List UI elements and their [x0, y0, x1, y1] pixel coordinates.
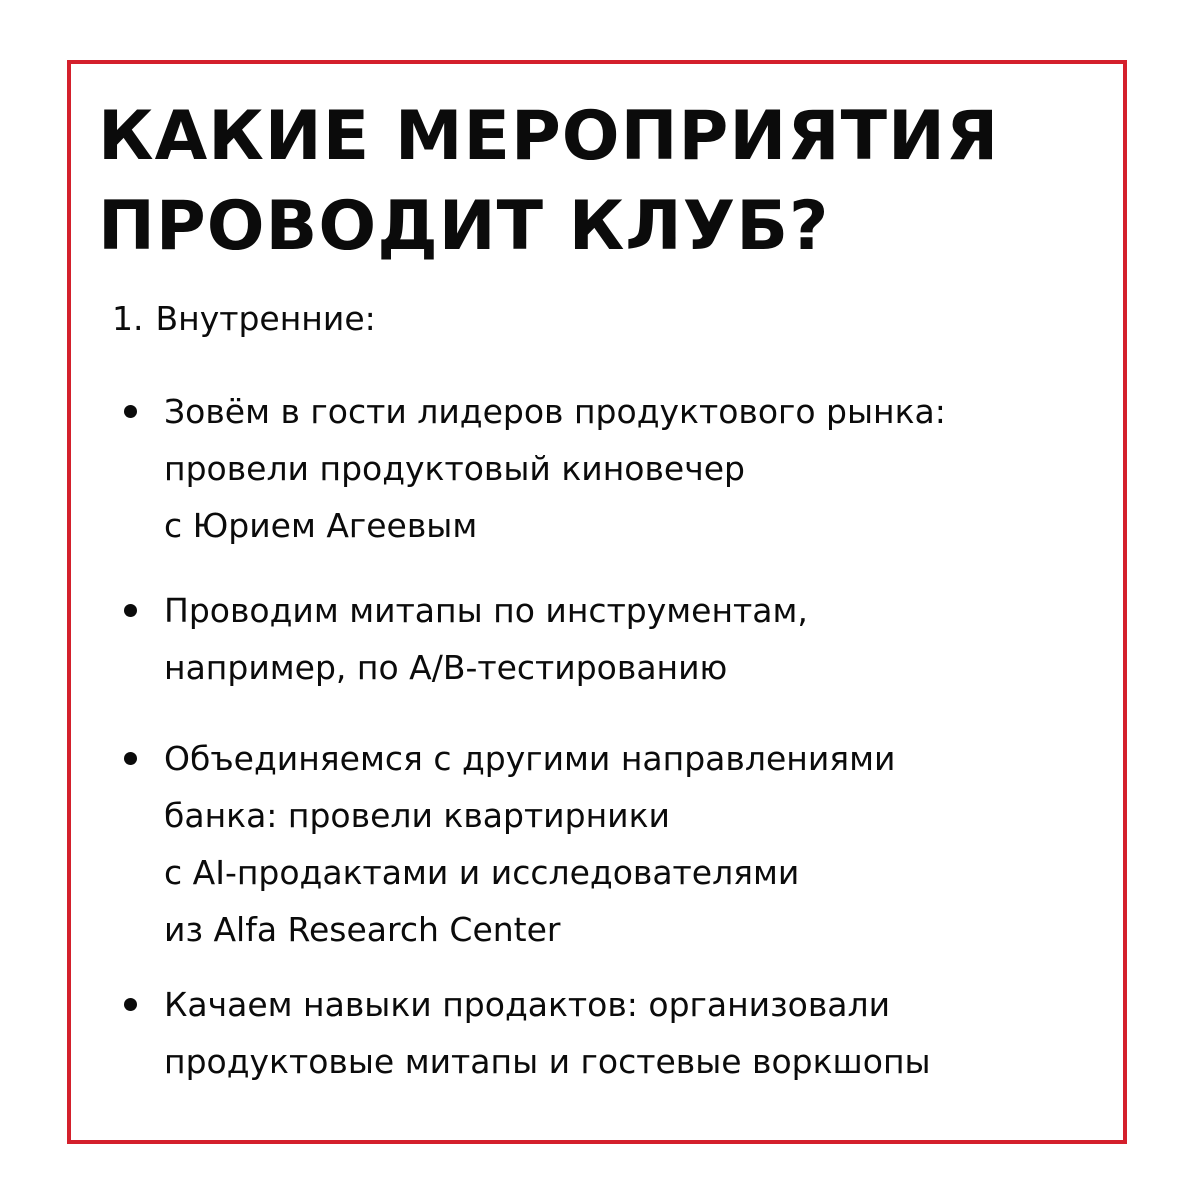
bullet-dot-icon [124, 752, 137, 765]
list-item-line: Объединяемся с другими направлениями [164, 739, 896, 778]
bullet-dot-icon [124, 405, 137, 418]
list-item [164, 383, 946, 554]
title-line-1: КАКИЕ МЕРОПРИЯТИЯ [98, 97, 1000, 176]
list-item [164, 582, 808, 696]
list-item-line: с Юрием Агеевым [164, 506, 478, 545]
title-line-2: ПРОВОДИТ КЛУБ? [98, 187, 830, 266]
list-item-line: Качаем навыки продактов: организовали [164, 985, 891, 1024]
list-item-line: Проводим митапы по инструментам, [164, 591, 808, 630]
list-item-line: банка: провели квартирники [164, 796, 670, 835]
list-item-line: например, по A/B-тестированию [164, 648, 728, 687]
list-item-line: из Alfa Research Center [164, 910, 561, 949]
list-item-line: Зовём в гости лидеров продуктового рынка: [164, 392, 946, 431]
bullet-dot-icon [124, 998, 137, 1011]
list-item-line: с AI-продактами и исследователями [164, 853, 800, 892]
section-label: Внутренние: [155, 299, 376, 338]
list-item [164, 976, 931, 1090]
page-title [98, 92, 999, 272]
list-item [164, 730, 895, 958]
section-heading [112, 296, 376, 342]
list-item-line: провели продуктовый киновечер [164, 449, 745, 488]
section-number: 1. [112, 299, 144, 338]
list-item-line: продуктовые митапы и гостевые воркшопы [164, 1042, 931, 1081]
bullet-dot-icon [124, 604, 137, 617]
